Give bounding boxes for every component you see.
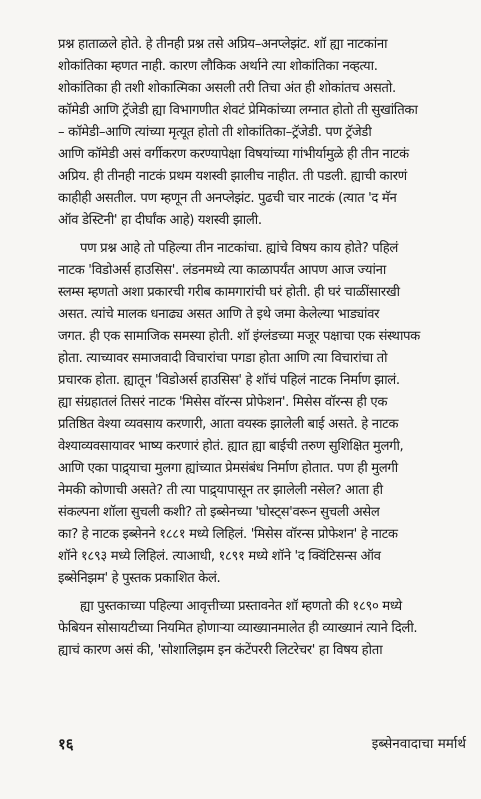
text-line: काहीही असतील. पण म्हणून ती अनप्लेझंट. पुढची चार नाटकं (त्यात 'द मॅन: [58, 191, 397, 206]
text-line: होता. त्याच्यावर समाजवादी विचारांचा पगडा होता आणि त्या विचारांचा तो: [58, 351, 388, 366]
text-line: ह्याचं कारण असं की, 'सोशालिझम इन कंटेंपररी लिटरेचर' हा विषय होता: [58, 643, 383, 658]
text-line: शोकांतिका ही तशी शोकात्मिका असली तरी तिचा अंत ही शोकांतच असतो.: [58, 81, 396, 96]
text-line: शोकांतिका म्हणत नाही. कारण लौकिक अर्थाने त्या शोकांतिका नव्हत्या.: [58, 59, 378, 74]
text-line: आणि कॉमेडी असं वर्गीकरण करण्यापेक्षा विषयांच्या गांभीर्यामुळे ही तीन नाटकं: [58, 147, 409, 162]
text-line: स्लम्स म्हणतो अशा प्रकारची गरीब कामगारांची घरं होती. ही घरं चाळींसारखी: [58, 285, 400, 300]
text-line: ह्या संग्रहातलं तिसरं नाटक 'मिसेस वॉरन्स प्रोफेशन'. मिसेस वॉरन्स ही एक: [58, 395, 388, 410]
running-title: इब्सेनवादाचा मर्मार्थ: [371, 736, 466, 752]
text-line: – कॉमेडी–आणि त्यांच्या मृत्यूत होतो ती शोकांतिका–ट्रॅजेडी. पण ट्रॅजेडी: [58, 125, 372, 140]
text-line: नाटक 'विडोअर्स हाउसिस'. लंडनमध्ये त्या काळापर्यंत आपण आज ज्यांना: [58, 263, 386, 278]
paragraph: [58, 34, 466, 232]
text-line: प्रचारक होता. ह्यातून 'विडोअर्स हाउसिस' हे शॉचं पहिलं नाटक निर्माण झालं.: [58, 373, 400, 388]
paragraph: [58, 238, 466, 590]
text-line: संकल्पना शॉला सुचली कशी? तो इब्सेनच्या 'घोस्ट्स'वरून सुचली असेल: [58, 505, 380, 520]
page-footer: [58, 734, 466, 758]
text-line: पण प्रश्न आहे तो पहिल्या तीन नाटकांचा. ह्यांचे विषय काय होते? पहिलं: [80, 241, 398, 256]
text-line: ऑव डेस्टिनी' हा दीर्घांक आहे) यशस्वी झाली.: [58, 213, 262, 228]
text-line: वेश्याव्यवसायावर भाष्य करणारं होतं. ह्यात ह्या बाईची तरुण सुशिक्षित मुलगी,: [58, 439, 404, 454]
paragraph: [58, 596, 466, 662]
page-number: १६: [58, 735, 74, 753]
body-text: [58, 34, 466, 662]
text-line: प्रश्न हाताळले होते. हे तीनही प्रश्न तसे अप्रिय–अनप्लेझंट. शॉ ह्या नाटकांना: [58, 37, 388, 52]
text-line: जगत. ही एक सामाजिक समस्या होती. शॉ इंग्लंडच्या मजूर पक्षाचा एक संस्थापक: [58, 329, 420, 344]
text-line: का? हे नाटक इब्सेनने १८८१ मध्ये लिहिलं. 'मिसेस वॉरन्स प्रोफेशन' हे नाटक: [58, 527, 398, 542]
text-line: शॉने १८९३ मध्ये लिहिलं. त्याआधी, १८९१ मध्ये शॉने 'द क्विंटिसन्स ऑव: [58, 549, 381, 564]
text-line: प्रतिष्ठित वेश्या व्यवसाय करणारी, आता वयस्क झालेली बाई असते. हे नाटक: [58, 417, 399, 432]
text-line: अप्रिय. ही तीनही नाटकं प्रथम यशस्वी झालीच नाहीत. ती पडली. ह्याची कारणं: [58, 169, 407, 184]
text-line: फेबियन सोसायटीच्या नियमित होणाऱ्या व्याख्यानमालेत ही व्याख्यानं त्याने दिली.: [58, 621, 418, 636]
text-line: इब्सेनिझम' हे पुस्तक प्रकाशित केलं.: [58, 571, 221, 586]
text-line: आणि एका पाद्र्याचा मुलगा ह्यांच्यात प्रेमसंबंध निर्माण होतात. पण ही मुलगी: [58, 461, 398, 476]
text-line: ह्या पुस्तकाच्या पहिल्या आवृत्तीच्या प्रस्तावनेत शॉ म्हणतो की १८९० मध्ये: [80, 599, 402, 614]
text-line: असत. त्यांचे मालक धनाढ्य असत आणि ते इथे जमा केलेल्या भाड्यांवर: [58, 307, 380, 322]
text-line: कॉमेडी आणि ट्रॅजेडी ह्या विभागणीत शेवटं प्रेमिकांच्या लग्नात होतो ती सुखांतिका: [58, 103, 418, 118]
text-line: नेमकी कोणाची असते? ती त्या पाद्र्यापासून तर झालेली नसेल? आता ही: [58, 483, 383, 498]
